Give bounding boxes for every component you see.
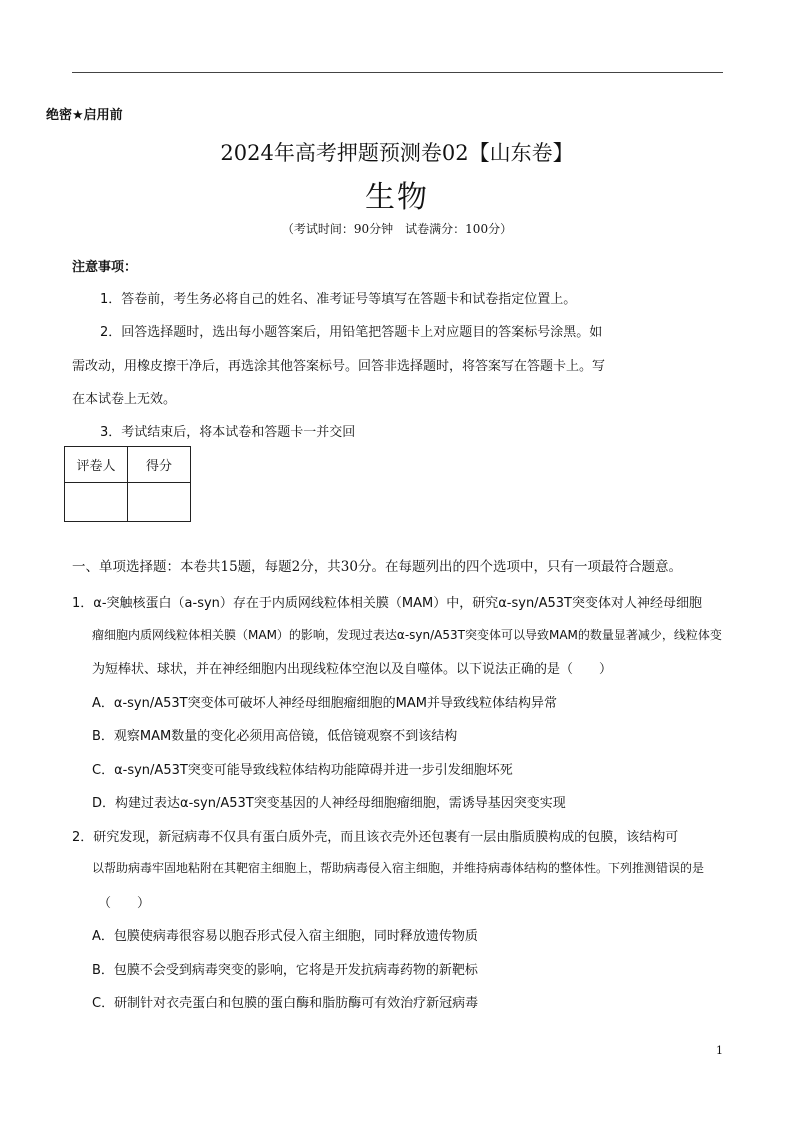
- notice-line: 2．回答选择题时，选出每小题答案后，用铅笔把答题卡上对应题目的答案标号涂黑。如: [100, 325, 603, 340]
- question-1-option-a: A．α-syn/A53T突变体可破坏人神经母细胞瘤细胞的MAM并导致线粒体结构异常: [92, 696, 557, 711]
- question-1-line: 瘤细胞内质网线粒体相关膜（MAM）的影响，发现过表达α-syn/A53T突变体可以导致MAM的数量显著减少，线粒体变: [92, 628, 722, 642]
- header-rule: [72, 72, 723, 73]
- question-2-option-a: A．包膜使病毒很容易以胞吞形式侵入宿主细胞，同时释放遗传物质: [92, 929, 478, 944]
- question-2-option-c: C．研制针对衣壳蛋白和包膜的蛋白酶和脂肪酶可有效治疗新冠病毒: [92, 996, 479, 1011]
- score-header: 得分: [128, 447, 191, 483]
- question-2-line: （ ）: [98, 896, 151, 911]
- notice-line: 3．考试结束后，将本试卷和答题卡一并交回: [100, 425, 356, 440]
- question-2-line: 以帮助病毒牢固地粘附在其靶宿主细胞上，帮助病毒侵入宿主细胞，并维持病毒体结构的整体性。下列推测错误的是: [92, 861, 705, 875]
- section-heading: 一、单项选择题：本卷共15题，每题2分，共30分。在每题列出的四个选项中，只有一项最符合题意。: [72, 559, 682, 575]
- grader-header: 评卷人: [65, 447, 128, 483]
- subject-title: 生物: [365, 180, 429, 215]
- question-2-line: 2．研究发现，新冠病毒不仅具有蛋白质外壳，而且该衣壳外还包裹有一层由脂质膜构成的包膜，该结构可: [72, 830, 679, 845]
- notice-line: 1．答卷前，考生务必将自己的姓名、准考证号等填写在答题卡和试卷指定位置上。: [100, 292, 577, 307]
- page-number: 1: [716, 1044, 723, 1057]
- question-2-option-b: B．包膜不会受到病毒突变的影响，它将是开发抗病毒药物的新靶标: [92, 963, 478, 978]
- notice-heading: 注意事项：: [72, 260, 138, 275]
- notice-line: 在本试卷上无效。: [72, 392, 177, 407]
- question-1-option-d: D．构建过表达α-syn/A53T突变基因的人神经母细胞瘤细胞，需诱导基因突变实现: [92, 796, 566, 811]
- question-1-line: 1．α-突触核蛋白（a-syn）存在于内质网线粒体相关膜（MAM）中，研究α-syn/A53T突变体对人神经母细胞: [72, 596, 702, 611]
- question-1-option-c: C．α-syn/A53T突变可能导致线粒体结构功能障碍并进一步引发细胞坏死: [92, 763, 513, 778]
- score-cell: [128, 483, 191, 522]
- question-1-line: 为短棒状、球状，并在神经细胞内出现线粒体空泡以及自噬体。以下说法正确的是（ ）: [92, 662, 613, 677]
- grader-cell: [65, 483, 128, 522]
- score-table: [64, 446, 191, 522]
- notice-line: 需改动，用橡皮擦干净后，再选涂其他答案标号。回答非选择题时，将答案写在答题卡上。写: [72, 359, 606, 374]
- exam-timing: （考试时间：90分钟 试卷满分：100分）: [281, 222, 513, 236]
- confidential-label: 绝密★启用前: [46, 108, 123, 123]
- exam-title: 2024年高考押题预测卷02【山东卷】: [220, 141, 574, 165]
- question-1-option-b: B．观察MAM数量的变化必须用高倍镜，低倍镜观察不到该结构: [92, 729, 458, 744]
